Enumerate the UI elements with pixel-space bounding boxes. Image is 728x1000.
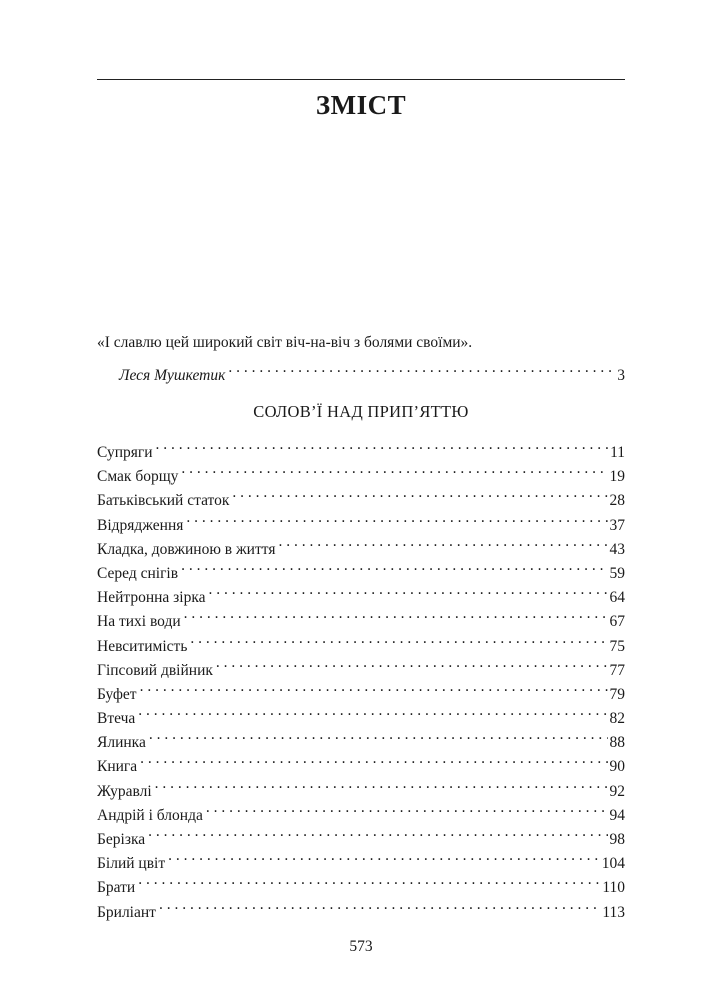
toc-entry-page: 67 bbox=[609, 613, 625, 631]
leader-dots bbox=[278, 530, 607, 554]
toc-entry-page: 82 bbox=[609, 710, 625, 728]
toc-entry-page: 75 bbox=[609, 637, 625, 655]
toc-entry bbox=[97, 747, 625, 776]
toc-entry bbox=[97, 844, 625, 873]
page-number: 573 bbox=[349, 938, 373, 955]
toc-entry-title: Бриліант bbox=[97, 903, 156, 921]
page-title: ЗМІСТ bbox=[315, 90, 407, 120]
toc-entry-page: 77 bbox=[609, 661, 625, 679]
toc-entry-title: Брати bbox=[97, 879, 136, 897]
intro-page: 3 bbox=[617, 367, 625, 384]
leader-dots bbox=[184, 602, 608, 626]
toc-entry-title: Книга bbox=[97, 758, 138, 776]
toc-entry bbox=[97, 675, 625, 703]
toc-entry bbox=[97, 723, 625, 752]
toc-entry-page: 98 bbox=[609, 831, 625, 848]
toc-entry bbox=[97, 796, 625, 824]
top-rule bbox=[97, 79, 625, 80]
toc-entry-page: 104 bbox=[601, 855, 625, 873]
toc-entry-title: Невситимість bbox=[97, 637, 188, 655]
toc-entry-page: 64 bbox=[609, 589, 625, 607]
leader-dots bbox=[181, 554, 607, 578]
leader-dots bbox=[149, 723, 608, 747]
section-heading: СОЛОВ’Ї НАД ПРИП’ЯТТЮ bbox=[253, 402, 469, 421]
toc-entry-title: Відрядження bbox=[97, 516, 184, 534]
leader-dots bbox=[148, 820, 607, 844]
toc-entry-title: Кладка, довжиною в життя bbox=[97, 540, 276, 558]
leader-dots bbox=[209, 578, 608, 602]
toc-entry-page: 59 bbox=[609, 564, 625, 582]
leader-dots bbox=[216, 651, 608, 675]
toc-entry-page: 37 bbox=[609, 516, 625, 534]
leader-dots bbox=[190, 627, 607, 651]
leader-dots bbox=[168, 844, 600, 868]
toc-entry-title: Втеча bbox=[97, 710, 136, 728]
toc-entry bbox=[97, 772, 625, 800]
toc-entry-page: 88 bbox=[609, 734, 625, 752]
toc-entry-title: На тихі води bbox=[97, 613, 181, 631]
intro-author: Леся Мушкетик bbox=[119, 367, 226, 384]
toc-entry-page: 19 bbox=[609, 468, 625, 486]
intro-entry bbox=[97, 330, 625, 384]
toc-entry-title: Берізка bbox=[97, 831, 146, 848]
toc-entry-page: 90 bbox=[609, 758, 625, 776]
toc-entry-page: 110 bbox=[602, 879, 625, 897]
toc-entry-page: 28 bbox=[609, 492, 625, 510]
leader-dots bbox=[155, 772, 608, 796]
toc-entry-page: 11 bbox=[610, 444, 625, 461]
toc-entry-title: Гіпсовий двійник bbox=[97, 661, 213, 679]
toc-entry-title: Серед снігів bbox=[97, 564, 179, 582]
toc-entry bbox=[97, 820, 625, 848]
leader-dots bbox=[138, 868, 600, 892]
toc-entry-title: Нейтронна зірка bbox=[97, 589, 206, 607]
toc-entry bbox=[97, 699, 625, 728]
intro-author-line bbox=[97, 356, 625, 384]
toc-list bbox=[97, 433, 625, 921]
toc-entry-title: Батьківський статок bbox=[97, 492, 230, 510]
intro-quote: «І славлю цей широкий світ віч-на-віч з болями своїми». bbox=[97, 334, 473, 351]
toc-entry-title: Буфет bbox=[97, 685, 137, 703]
toc-entry-title: Журавлі bbox=[97, 782, 152, 800]
leader-dots bbox=[206, 796, 608, 820]
toc-entry bbox=[97, 893, 625, 921]
leader-dots bbox=[140, 675, 608, 699]
leader-dots bbox=[232, 481, 607, 505]
leader-dots bbox=[138, 699, 607, 723]
leader-dots bbox=[159, 893, 600, 917]
toc-entry-title: Супряги bbox=[97, 444, 153, 461]
toc-entry-page: 43 bbox=[609, 540, 625, 558]
toc-entry-title: Смак борщу bbox=[97, 468, 179, 486]
leader-dots bbox=[140, 747, 607, 771]
toc-entry-page: 113 bbox=[602, 903, 625, 921]
leader-dots bbox=[186, 506, 607, 530]
toc-entry bbox=[97, 868, 625, 897]
toc-entry-title: Ялинка bbox=[97, 734, 146, 752]
toc-entry-page: 79 bbox=[609, 685, 625, 703]
toc-entry-page: 92 bbox=[609, 782, 625, 800]
leader-dots bbox=[181, 457, 607, 481]
leader-dots bbox=[228, 356, 615, 380]
toc-entry-title: Андрій і блонда bbox=[97, 806, 203, 824]
toc-entry-title: Білий цвіт bbox=[97, 855, 166, 873]
toc-entry bbox=[97, 457, 625, 486]
toc-entry-page: 94 bbox=[609, 806, 625, 824]
leader-dots bbox=[156, 433, 609, 457]
toc-entry bbox=[97, 433, 625, 461]
